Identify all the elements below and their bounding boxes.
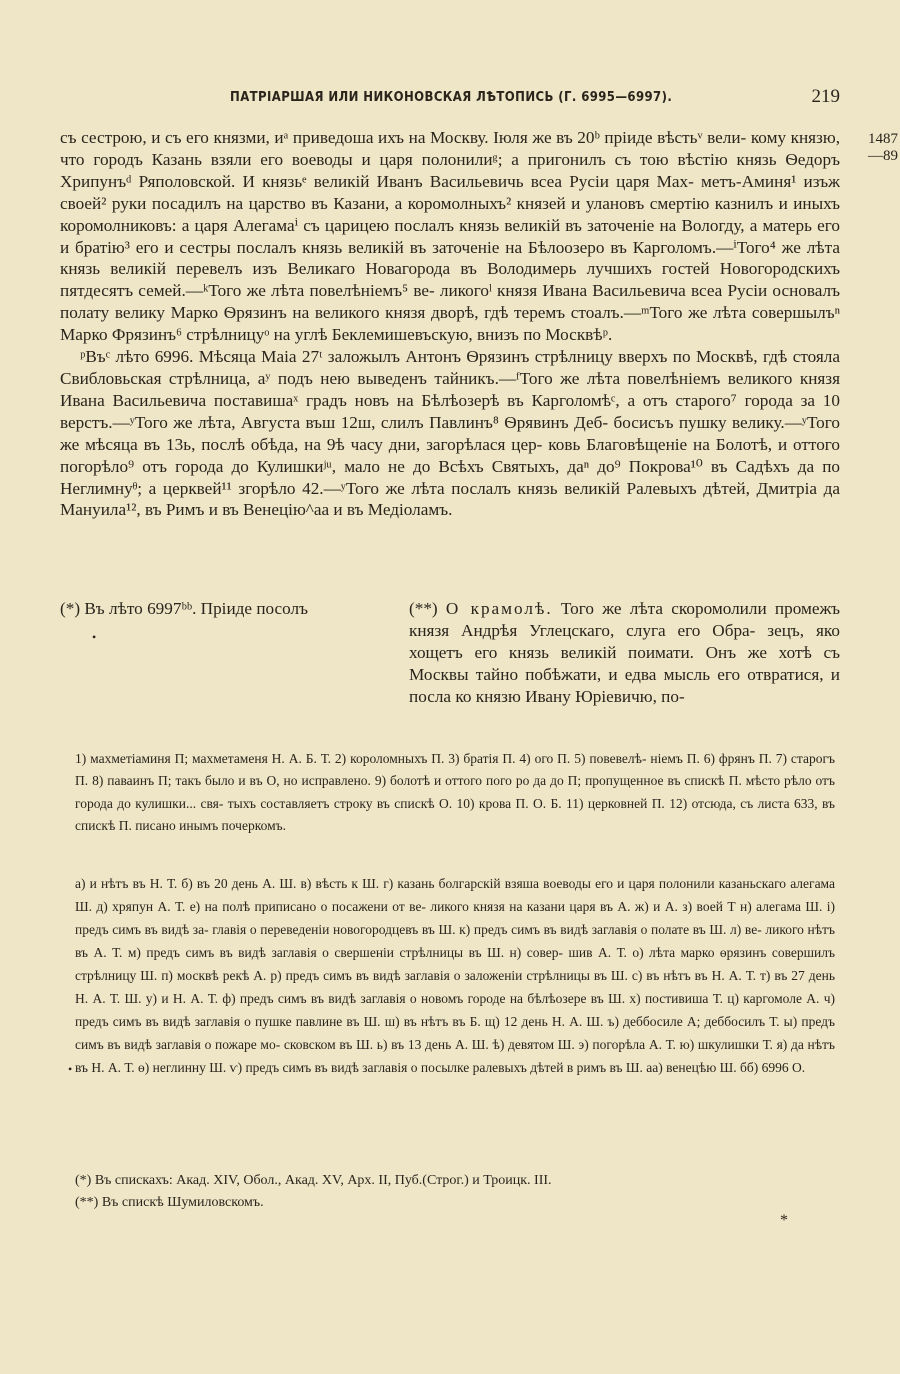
chronicle-paragraph-1: съ сестрою, и съ его князми, иᵃ приведоша ихъ на Москву. Іюля же въ 20ᵇ пріиде вѣстьᵛ вели- кому князю, что городъ Казань взяли его воеводы и царя полонилиᵍ; а пригонилъ съ тою вѣстію князь Ѳедоръ Хрипунъᵈ Ряполовской. И князьᵉ великій Иванъ Васильевичь всеа Русіи царя Мах- метъ-Аминя¹ изъж своей² руки посадилъ на царство въ Казани, а коромолныхъ² князей и улановъ смертію казнилъ и иныхъ коромолниковъ: а царя Алегамаⁱ съ царицею послалъ князь великій въ заточеніе на Вологду, а матерь его и братію³ его и сестры послалъ князь великій въ заточеніе на Бѣлоозеро въ Карголомъ.—ⁱТого⁴ же лѣта князь великій перевелъ изъ Великаго Новагорода въ Володимерь лучшихъ гостей Новогородскихъ пятдесятъ семей.—ᵏТого же лѣта повелѣніемъ⁵ ве- ликогоˡ князя Ивана Васильевича всеа Русіи основалъ полату велику Марко Ѳрязинъ на великого князя дворѣ, гдѣ теремъ стоалъ.—ᵐТого же лѣта совершылъⁿ Марко Фрязинъ⁶ стрѣлницуᵒ на углѣ Беклемишевъскую, внизъ по Москвѣᵖ. (60, 128, 840, 345)
main-chronicle-text (60, 127, 840, 521)
right-column-marker: (**) (409, 599, 446, 618)
stray-dot-mark-2: • (68, 1062, 73, 1076)
source-notes (75, 1170, 835, 1214)
right-column-text: Того же лѣта скоромолили промежъ князя Андрѣя Углецскаго, слуга его Обра- зецъ, яко хощетъ его князь великій поимати. Онъ же хотѣ съ Москвы тайно побѣжати, и едва мысль его отвратися, и посла ко князю Ивану Юріевичю, по- (409, 599, 841, 706)
source-note-2: (**) Въ спискѣ Шумиловскомъ. (75, 1195, 264, 1210)
right-column-heading: О крамолѣ. (445, 599, 553, 618)
running-title: ПАТРІАРШАЯ ИЛИ НИКОНОВСКАЯ ЛѢТОПИСЬ (Г. 6995—6997). (230, 90, 673, 105)
margin-year-range (842, 131, 898, 165)
source-note-1: (*) Въ спискахъ: Акад. XIV, Обол., Акад. XV, Арх. II, Пуб.(Строг.) и Троицк. III. (75, 1173, 552, 1188)
right-column-entry (409, 598, 840, 708)
asterisk-mark: * (780, 1212, 788, 1229)
numbered-footnotes-text: 1) махметіаминя П; махметаменя Н. А. Б. Т. 2) короломныхъ П. 3) братія П. 4) ого П. 5) повевелѣ- ніемъ П. 6) фрянъ П. 7) старогъ П. 8) паваинъ П; такъ было и въ О, но исправлено. 9) болотѣ и оттого пого ро да до П; пропущенное въ спискѣ П. мѣсто рѣло отъ города до кулишки... свя- тыхъ составляетъ строку въ спискѣ О. 10) крова П. О. Б. 11) церковней П. 12) отсюда, съ листа 633, въ спискѣ П. писано инымъ почеркомъ. (75, 751, 835, 833)
margin-year-bottom: —89 (868, 148, 898, 164)
stray-dot-mark: • (92, 630, 97, 644)
left-column-text: (*) Въ лѣто 6997ᵇᵇ. Пріиде посолъ (60, 599, 309, 618)
chronicle-paragraph-2: ᵖВъᶜ лѣто 6996. Мѣсяца Маіа 27ᵗ заложылъ Антонъ Ѳрязинъ стрѣлницу вверхъ по Москвѣ, гдѣ стояла Свибловьская стрѣлница, аʸ подъ нею выведенъ тайникъ.—ᶠТого же лѣта повелѣніемъ великого князя Ивана Васильевича поставишаˣ градъ новъ на Бѣлѣозерѣ въ Карголомѣᶜ, а отъ старого⁷ города за 10 верстъ.—ʸТого же лѣта, Августа въш 12ш, слилъ Павлинъ⁸ Ѳрявинъ Деб- босисъъ пушку велику.—ʸТого же мѣсяца въ 13ь, послѣ обѣда, на 9ѣ часу дни, загорѣлася цер- ковь Благовѣщеніе на Болотѣ, и оттого погорѣло⁹ отъ города до Кулишкиʲᵘ, мало не до Всѣхъ Святыхъ, даⁿ до⁹ Покрова¹⁰ въ Садѣхъ да по Неглимнуᶿ; а церквей¹¹ згорѣло 42.—ʸТого же лѣта послалъ князь великій Ралевыхъ дѣтей, Дмитріа да Мануила¹², въ Римъ и въ Венецію^аа и въ Медіоламъ. (60, 347, 840, 520)
lettered-footnotes-text: а) и нѣтъ въ Н. Т. б) въ 20 день А. Ш. в) вѣсть к Ш. г) казань болгарскій взяша воеводы его и царя полонили казаньскаго алегама Ш. д) хряпун А. Т. е) на полѣ приписано о посажени от ве- ликого князя на казани царя въ А. ж) и А. з) воей Т н) алегама Ш. і) предъ симъ въ видѣ за- главія о переведеніи новогородцевъ въ Ш. к) предъ симъ въ видѣ заглавія о полате въ Ш. л) ве- ликого нѣтъ въ А. Т. м) предъ симъ въ видѣ заглавія о свершеніи стрѣлницы въ Ш. н) совер- шив А. Т. о) лѣта марко ѳрязинъ совершилъ стрѣлницу Ш. п) москвѣ рекѣ А. р) предъ симъ въ видѣ заглавія о заложеніи стрѣлницы въ Ш. с) въ нѣтъ въ Н. А. Т. т) въ 27 день Н. А. Т. Ш. у) и Н. А. Т. ф) предъ симъ въ видѣ заглавія о новомъ городе на бѣлѣозере въ Ш. х) постивиша Т. ц) каргомоле А. ч) предъ симъ въ видѣ заглавія о пушке павлине въ Ш. ш) въ нѣтъ въ Б. щ) 12 день Н. А. Ш. ъ) деббосиле А; деббосилъ Т. ы) предъ симъ въ видѣ заглавія о пожаре мо- сковском въ Ш. ь) въ 13 день А. Ш. ѣ) девятом Ш. э) погорѣла А. Т. ю) шкулишки Т. я) да нѣтъ въ Н. А. Т. ѳ) неглинну Ш. ѵ) предъ симъ въ видѣ заглавія о посылке ралевыхъ дѣтей в римъ въ Ш. аа) венецѣю Ш. бб) 6996 О. (75, 876, 835, 1075)
two-column-section (60, 598, 840, 718)
page-header (60, 86, 840, 112)
left-column-entry (60, 598, 380, 620)
margin-year-top: 1487 (868, 131, 898, 147)
lettered-footnotes (75, 872, 835, 1079)
numbered-footnotes (75, 748, 835, 837)
page-number: 219 (811, 86, 840, 107)
